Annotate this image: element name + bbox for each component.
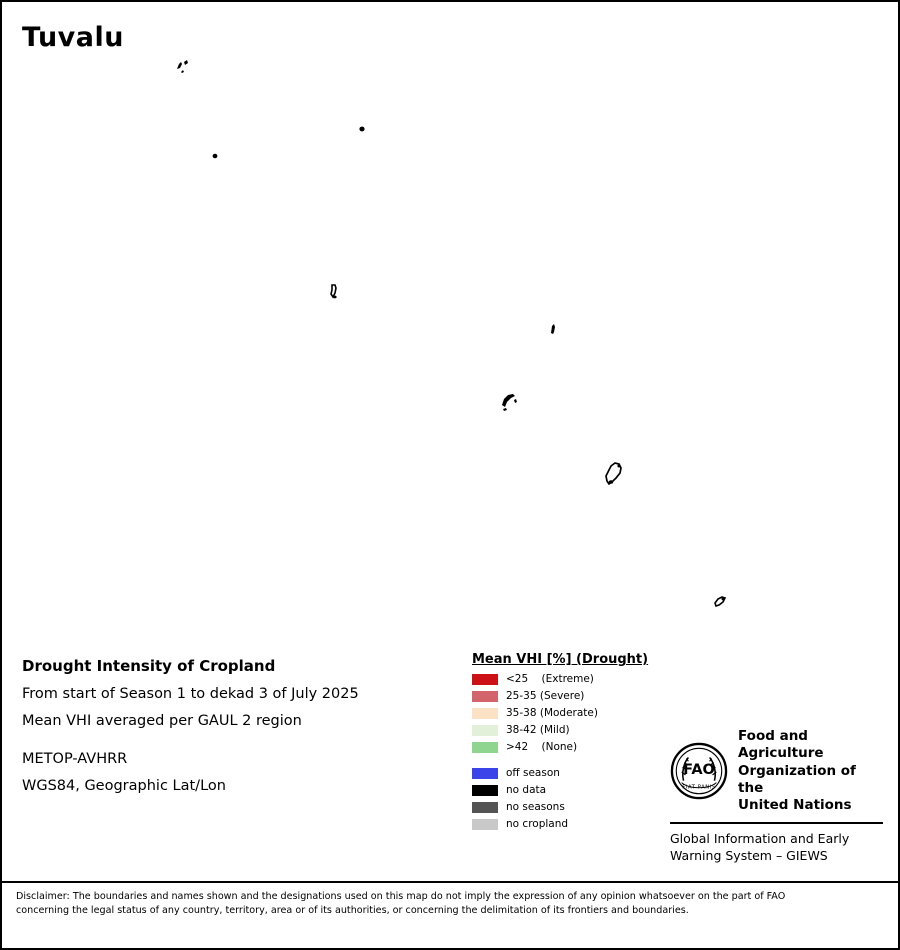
- info-sensor: METOP-AVHRR: [22, 751, 128, 767]
- legend-label-no-cropland: no cropland: [506, 818, 569, 830]
- legend-swatch-none: [472, 742, 498, 753]
- legend-label-moderate: 35-38 (Moderate): [506, 707, 598, 719]
- legend-swatch-extreme: [472, 674, 498, 685]
- info-heading: Drought Intensity of Cropland: [22, 657, 276, 675]
- disclaimer-line2: concerning the legal status of any country, territory, area or of its authorities, or concerning the delimitation of its frontiers and boundaries.: [16, 904, 689, 916]
- fao-organization-name: [738, 728, 885, 814]
- island-nukufetau-atoll: [502, 394, 517, 411]
- legend-swatch-off-season: [472, 768, 498, 779]
- legend-label-no-seasons: no seasons: [506, 801, 565, 813]
- info-period: From start of Season 1 to dekad 3 of July 2025: [22, 686, 359, 702]
- legend-swatch-moderate: [472, 708, 498, 719]
- fao-emblem-icon: [670, 742, 728, 800]
- fao-emblem-motto: FIAT PANIS: [682, 784, 716, 791]
- legend-item: [472, 672, 662, 686]
- island-nanumaga-island: [213, 154, 218, 159]
- giews-program-name: [670, 831, 885, 864]
- legend-label-none: >42 (None): [506, 741, 578, 753]
- disclaimer-line1: Disclaimer: The boundaries and names shown and the designations used on this map do not imply the expression of any opinion whatsoever on the part of FAO: [16, 891, 786, 902]
- legend-vhi-classes: [472, 672, 662, 754]
- island-vaitupu-island: [551, 324, 555, 334]
- island-nanumea-atoll: [177, 60, 188, 73]
- legend-swatch-mild: [472, 725, 498, 736]
- info-aggregation: Mean VHI averaged per GAUL 2 region: [22, 713, 302, 729]
- legend-swatch-no-seasons: [472, 802, 498, 813]
- fao-name-line2: Organization of the: [738, 762, 856, 796]
- legend-item: [472, 800, 662, 814]
- giews-line1: Global Information and Early: [670, 831, 850, 847]
- legend-item: [472, 766, 662, 780]
- fao-name-line3: United Nations: [738, 797, 852, 814]
- legend-swatch-severe: [472, 691, 498, 702]
- legend-label-off-season: off season: [506, 767, 560, 779]
- legend-item: [472, 740, 662, 754]
- island-nukulaelae-atoll: [715, 597, 725, 606]
- disclaimer: [16, 890, 876, 918]
- legend-item: [472, 817, 662, 831]
- legend-label-no-data: no data: [506, 784, 547, 796]
- legend-swatch-no-cropland: [472, 819, 498, 830]
- disclaimer-divider: [2, 881, 898, 883]
- legend-item: [472, 689, 662, 703]
- fao-emblem-letters: FAO: [683, 762, 715, 779]
- legend-label-severe: 25-35 (Severe): [506, 690, 585, 702]
- legend-swatch-no-data: [472, 785, 498, 796]
- island-funafuti-atoll: [606, 463, 621, 484]
- legend: [472, 652, 662, 834]
- island-nui-atoll: [331, 285, 337, 298]
- legend-item: [472, 783, 662, 797]
- legend-other-classes: [472, 766, 662, 831]
- island-niutao-island: [359, 127, 364, 132]
- fao-name-line1: Food and Agriculture: [738, 728, 824, 762]
- fao-divider: [670, 822, 883, 824]
- fao-branding: [670, 728, 885, 864]
- giews-line2: Warning System – GIEWS: [670, 847, 828, 863]
- legend-label-mild: 38-42 (Mild): [506, 724, 570, 736]
- legend-title: Mean VHI [%] (Drought): [472, 652, 649, 667]
- map-info-block: [22, 657, 452, 805]
- page-title: Tuvalu: [22, 22, 124, 53]
- info-projection: WGS84, Geographic Lat/Lon: [22, 778, 226, 794]
- legend-item: [472, 706, 662, 720]
- legend-label-extreme: <25 (Extreme): [506, 673, 594, 685]
- legend-item: [472, 723, 662, 737]
